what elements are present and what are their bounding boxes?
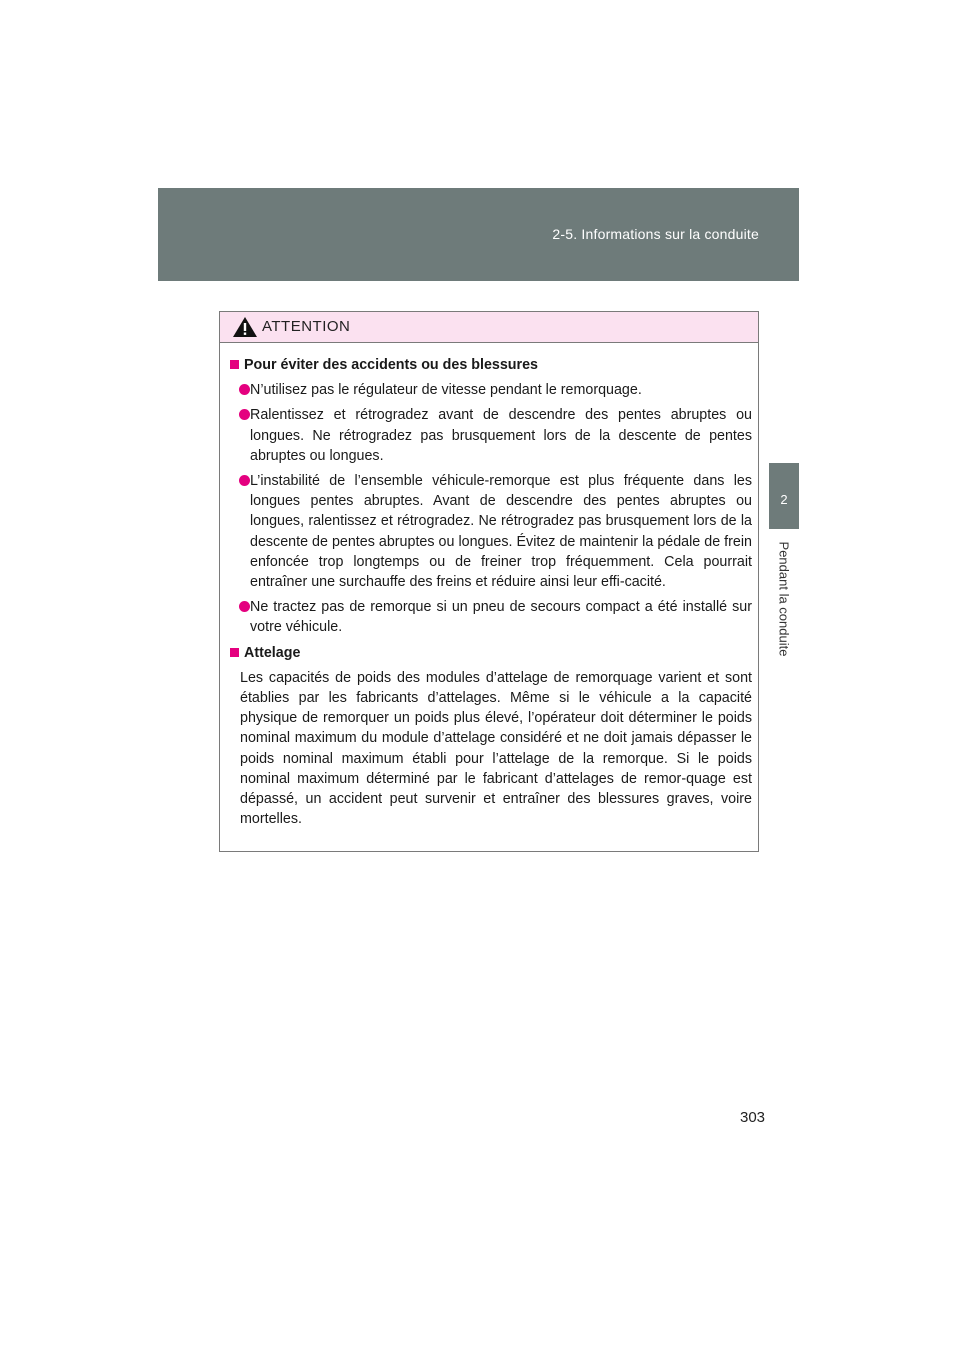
warning-header [220, 312, 758, 343]
list-item: L’instabilité de l’ensemble véhicule-remorque est plus fréquente dans les longues pentes abruptes. Avant de descendre des pentes abruptes ou longues, ralentissez et rétrogradez. Ne rétrogradez pas brusquement lors de la descente de pentes abruptes ou longues. Évitez de maintenir la pédale de frein enfoncée trop longtemps ou de freiner trop fréquemment. Cela pourrait entraîner une surchauffe des freins et réduire ainsi leur effi-cacité. [230, 471, 752, 592]
warning-triangle-icon [232, 316, 258, 338]
round-bullet-icon [239, 601, 250, 612]
square-bullet-icon [230, 360, 239, 369]
round-bullet-icon [239, 409, 250, 420]
round-bullet-icon [239, 384, 250, 395]
attelage-paragraph: Les capacités de poids des modules d’attelage de remorquage varient et sont établies par les fabricants d’attelages. Même si le véhicule a la capacité physique de remorquer un poids plus élevé, l’opérateur doit déterminer le poids nominal maximum du module d’attelage considéré et ne doit jamais dépasser le poids nominal maximum établi pour l’attelage de la remorque. Si le poids nominal maximum déterminé par le fabricant d’attelages de remor-quage est dépassé, un accident peut survenir et entraîner des blessures graves, voire mortelles. [240, 669, 752, 828]
section-heading-attelage: Attelage [230, 643, 752, 663]
warning-body [220, 343, 758, 829]
section-title: 2-5. Informations sur la conduite [552, 226, 759, 242]
warning-box [219, 311, 759, 852]
round-bullet-icon [239, 475, 250, 486]
list-item: Ralentissez et rétrogradez avant de descendre des pentes abruptes ou longues. Ne rétrogradez pas brusquement lors de la descente de pentes abruptes ou longues. [230, 405, 752, 466]
warning-title: ATTENTION [262, 318, 351, 335]
chapter-label: Pendant la conduite [776, 541, 792, 657]
chapter-tab [769, 463, 799, 529]
page-number: 303 [740, 1109, 766, 1126]
list-item: N’utilisez pas le régulateur de vitesse pendant le remorquage. [230, 380, 752, 400]
page-header-bar [158, 188, 799, 281]
square-bullet-icon [230, 648, 239, 657]
list-item: Ne tractez pas de remorque si un pneu de secours compact a été installé sur votre véhicule. [230, 597, 752, 637]
chapter-number: 2 [780, 492, 788, 507]
section-heading-accidents: Pour éviter des accidents ou des blessures [230, 355, 752, 375]
